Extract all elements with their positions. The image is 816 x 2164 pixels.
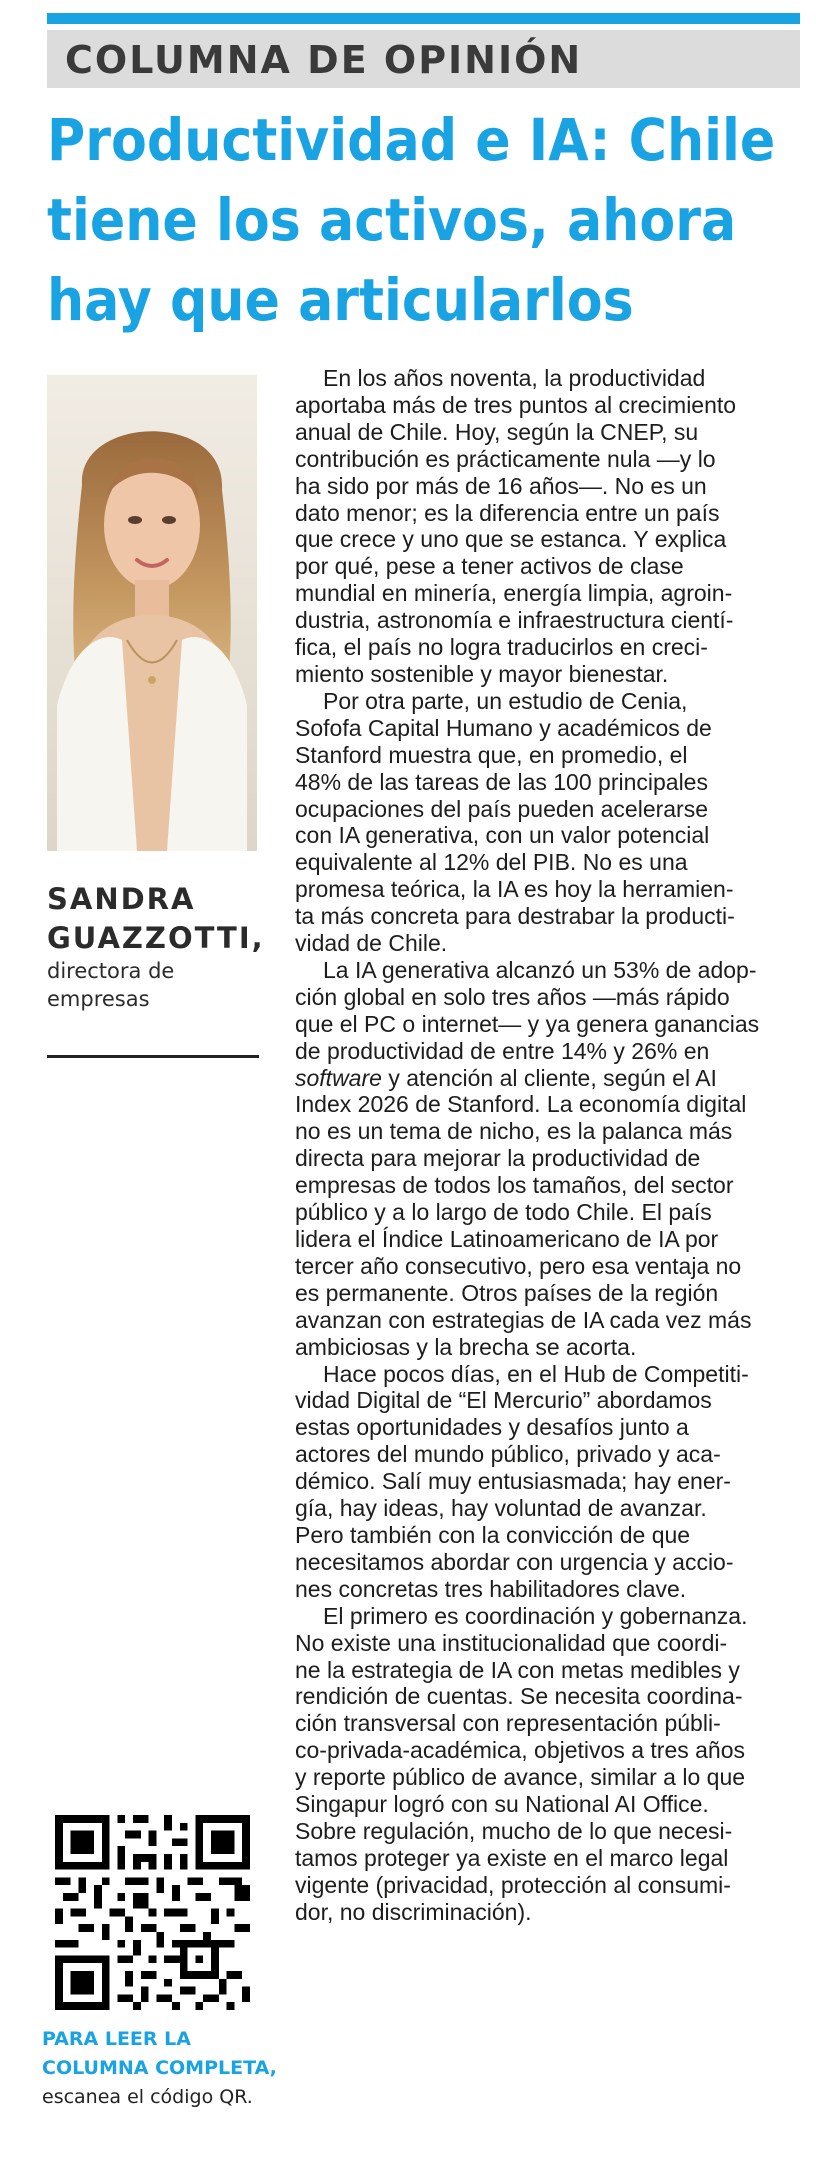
author-name-line: GUAZZOTTI, [47, 921, 265, 955]
text-line: que el PC o internet— y ya genera ganancias [295, 1010, 760, 1037]
top-accent-rule [47, 13, 800, 24]
qr-code[interactable] [55, 1815, 250, 2010]
article-paragraph [295, 957, 800, 1361]
qr-cta-subtext: escanea el código QR. [42, 2086, 253, 2108]
headline-line: tiene los activos, ahora [47, 186, 737, 254]
text-line: con IA generativa, con un valor potencial [295, 822, 710, 849]
author-name-line: SANDRA [47, 882, 196, 916]
text-line: lidera el Índice Latinoamericano de IA por [295, 1226, 719, 1252]
text-line: por qué, pese a tener activos de clase [295, 553, 684, 580]
text-line: No existe una institucionalidad que coordi- [295, 1629, 728, 1656]
text-line: ción global en solo tres años —más rápido [295, 983, 730, 1010]
text-line: Hace pocos días, en el Hub de Competiti- [323, 1360, 749, 1387]
text-line: ta más concreta para destrabar la producti- [295, 903, 735, 930]
text-line: tamos proteger ya existe en el marco legal [295, 1844, 729, 1871]
text-line: no es un tema de nicho, es la palanca más [295, 1118, 733, 1145]
text-line: de productividad de entre 14% y 26% en [295, 1037, 710, 1064]
text-line: dato menor; es la diferencia entre un país [295, 499, 720, 526]
text-line: gía, hay ideas, hay voluntad de avanzar. [295, 1495, 707, 1522]
author-divider [47, 1055, 259, 1058]
text-line: nes concretas tres habilitadores clave. [295, 1575, 687, 1602]
author-role-line: empresas [47, 987, 150, 1011]
text-line: ne la estrategia de IA con metas medibles y [295, 1656, 740, 1683]
text-line: Stanford muestra que, en promedio, el [295, 741, 688, 768]
article-paragraph [295, 365, 800, 688]
article-paragraph [295, 1603, 800, 1926]
qr-cta-line: COLUMNA COMPLETA, [42, 2057, 277, 2079]
text-line: es permanente. Otros países de la región [295, 1279, 719, 1306]
section-header [47, 30, 800, 88]
text-line: ción transversal con representación públi- [295, 1710, 721, 1737]
headline-line: hay que articularlos [47, 266, 634, 334]
text-line: Por otra parte, un estudio de Cenia, [323, 687, 688, 714]
text-line: dor, no discriminación). [295, 1898, 532, 1925]
author-role-line: directora de [47, 959, 175, 983]
headline-line: Productividad e IA: Chile [47, 106, 776, 174]
text-line: vidad Digital de “El Mercurio” abordamos [295, 1387, 712, 1414]
section-label: COLUMNA DE OPINIÓN [65, 38, 583, 82]
text-line: promesa teórica, la IA es hoy la herramien- [295, 876, 734, 903]
text-line: anual de Chile. Hoy, según la CNEP, su [295, 418, 699, 445]
author-role [47, 957, 174, 1013]
text-line: y reporte público de avance, similar a lo que [295, 1764, 746, 1791]
text-line: En los años noventa, la productividad [323, 365, 706, 391]
text-line: fica, el país no logra traducirlos en creci- [295, 634, 708, 661]
text-line: Sobre regulación, mucho de lo que necesi- [295, 1817, 733, 1844]
text-line: démico. Salí muy entusiasmada; hay ener- [295, 1468, 731, 1495]
text-line: avanzan con estrategias de IA cada vez más [295, 1306, 752, 1333]
qr-cta-line: PARA LEER LA [42, 2028, 191, 2050]
author-photo [47, 375, 257, 851]
text-line: contribución es prácticamente nula —y lo [295, 445, 716, 472]
text-line: Index 2026 de Stanford. La economía digital [295, 1091, 747, 1118]
text-line: software y atención al cliente, según el AI [295, 1064, 717, 1091]
author-portrait-illustration [47, 375, 257, 851]
text-line: mundial en minería, energía limpia, agroin- [295, 580, 733, 607]
text-line: público y a lo largo de todo Chile. El país [295, 1199, 712, 1226]
text-line: vigente (privacidad, protección al consumi- [295, 1871, 731, 1898]
article-paragraph [295, 1361, 800, 1603]
text-line: Pero también con la convicción de que [295, 1521, 691, 1548]
text-line: co-privada-académica, objetivos a tres años [295, 1737, 746, 1764]
text-line: estas oportunidades y desafíos junto a [295, 1414, 689, 1441]
text-line: dustria, astronomía e infraestructura cientí- [295, 607, 734, 634]
text-line: directa para mejorar la productividad de [295, 1145, 701, 1172]
text-line: La IA generativa alcanzó un 53% de adop- [323, 956, 757, 983]
qr-call-to-action [42, 2025, 277, 2112]
text-line: Sofofa Capital Humano y académicos de [295, 714, 712, 741]
text-line: El primero es coordinación y gobernanza. [323, 1602, 748, 1629]
text-line: actores del mundo público, privado y aca- [295, 1441, 721, 1468]
article-body [295, 365, 800, 1926]
text-line: necesitamos abordar con urgencia y accio- [295, 1548, 734, 1575]
text-line: Singapur logró con su National AI Office. [295, 1791, 709, 1818]
text-line: equivalente al 12% del PIB. No es una [295, 849, 688, 876]
text-line: empresas de todos los tamaños, del sector [295, 1172, 734, 1199]
text-line: aportaba más de tres puntos al crecimiento [295, 391, 737, 418]
text-line: miento sostenible y mayor bienestar. [295, 660, 669, 687]
text-line: 48% de las tareas de las 100 principales [295, 768, 708, 795]
text-line: vidad de Chile. [295, 930, 448, 957]
text-line: ambiciosas y la brecha se acorta. [295, 1333, 637, 1360]
article-paragraph [295, 688, 800, 957]
text-line: ocupaciones del país pueden acelerarse [295, 795, 709, 822]
text-line: tercer año consecutivo, pero esa ventaja no [295, 1252, 742, 1279]
headline [47, 100, 807, 340]
text-line: ha sido por más de 16 años—. No es un [295, 472, 707, 499]
text-line: rendición de cuentas. Se necesita coordina- [295, 1683, 743, 1710]
text-line: que crece y uno que se estanca. Y explica [295, 526, 727, 553]
author-name [47, 880, 265, 958]
